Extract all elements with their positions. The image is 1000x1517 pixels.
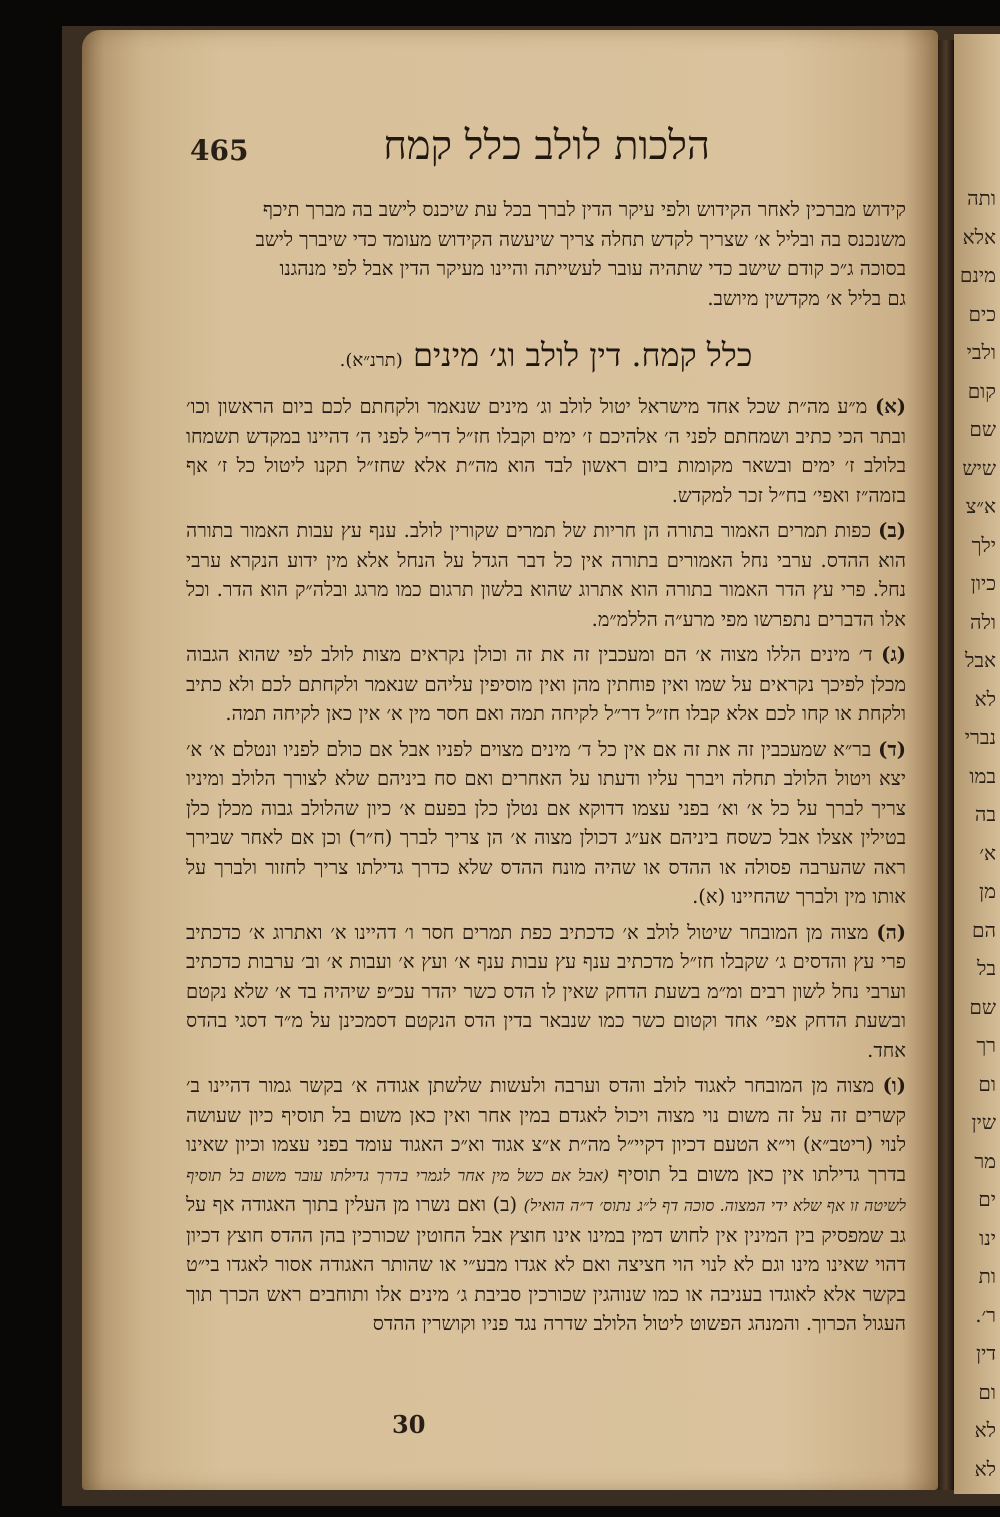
intro-line: משנכנס בה ובליל א׳ שצריך לקדש תחלה צריך שיעשה הקידוש מעומד כדי שיברך לישב [255,227,906,251]
next-page-text-fragment: שם [969,417,996,441]
next-page-text-fragment: שיש [962,455,996,480]
chapter-heading [186,336,906,374]
intro-text [186,195,906,313]
next-page-text-fragment: לא [974,1456,996,1481]
next-page-text-fragment: אלא [962,224,996,249]
next-page-text-fragment: ום [978,1071,996,1096]
intro-line: קידוש מברכין לאחר הקידוש ולפי עיקר הדין לברך בכל עת שיכנס לישב בה מברך תיכף [262,198,906,221]
book-gutter [938,40,954,1490]
next-page-text-fragment: דין [976,1341,996,1365]
paragraph-text: מצוה מן המובחר לאגוד לולב והדס וערבה ולעשות שלשתן אגודה א׳ בקשר גמור דהיינו ב׳ קשרים זה על זה משום נוי מצוה ויכול לאגדם במין אחר ואין כאן משום בל תוסיף כיון שעושה לנוי (ריטב״א) וי״א הטעם דכיון דקיי״ל מה״ת א״צ אגוד וא״כ האגוד עומד בפני עצמו וכיון שאינו בדרך גדילתו אין כאן משום בל תוסיף [186,1074,907,1186]
next-page-text-fragment: ולבי [966,340,996,364]
chapter-body [186,392,906,1345]
paragraph-text: בר״א שמעכבין זה את זה אם אין כל ד׳ מינים מצוים לפניו אבל אם כולם לפניו ונטלם א׳ א׳ יצא ויטול הלולב תחלה ויברך עליו ודעתו על האחרים ואם סח ביניהם שלא לצורך הלולב ומיניו צריך לברך על כל א׳ וא׳ בפני עצמו דדוקא אם נטלן כלן בפעם א׳ כיון שהלולב גבוה מכלן כלן בטילין אצלו אבל כשסח ביניהם אע״ג דכולן מצוה א׳ הן צריך לברך (ח״ר) וכן אם לאחר שבירך ראה שהערבה פסולה או ההדס או שהיה מונח ההדס שלא כדרך גדילתו צריך לחזור ולברך על אותו מין ולברך שהחיינו (א). [186,737,906,908]
next-page-text-fragment: מר [974,1148,996,1173]
paragraph-number: (ו) [882,1074,907,1097]
next-page-text-fragment: הם [972,917,996,942]
paragraph-text: ד׳ מינים הללו מצוה א׳ הם ומעכבין זה את זה וכולן נקראים מצות לולב לפי שהוא הגבוה מכלן לפיכך נקראים על שמו ואין פוחתין מהן ואין מוסיפין עליהם שנאמר ולקחתם לכם ולא כתיב ולקחת או קחו לכם אלא קבלו חז״ל דר״ל לקיחה תמה ואם חסר מין א׳ אין כאן לקיחה תמה. [186,643,906,725]
next-page-text-fragment: קום [967,378,996,403]
next-page-text-fragment: ים [978,1187,996,1211]
paragraph-number: (ד) [878,737,907,761]
next-page-text-fragment: כים [968,301,996,326]
next-page-text-fragment: מינם [959,263,996,287]
paragraph-number: (ה) [876,920,907,944]
paragraph-number: (ג) [881,643,906,666]
next-page-text-fragment: נברי [964,725,996,749]
page-number: 465 [190,134,249,167]
next-page-text-fragment: ילך [971,532,996,557]
next-page-text-fragment: שין [971,1110,996,1134]
next-page-text-fragment: ינו [979,1225,996,1250]
paragraph-continuation: (ב) ואם נשרו מן העלין בתוך האגודה אף על גב שמפסיק בין המינין אין לחוש דמין במינו אינו חוצץ אבל החוטין שכורכין בהן ההדס חוצץ דכיון דהוי שאינו מינו וגם לא לנוי הוי חציצה ואם לא אגדו מבע״י או שהותר האגודה אסור לאגדו בי״ט בקשר אלא לאוגדו בעניבה או כמו שנוהגין שכורכין סביבת ג׳ מינים אלו ותוחבים ראש הכרך תוך העגול הכרוך. והמנהג הפשוט ליטול הלולב שדרה נגד פניו וקושרין ההדס [186,1193,906,1335]
next-page-text-fragment: בל [977,956,996,980]
intro-line: בסוכה ג״כ קודם שישב כדי שתהיה עובר לעשייתה והיינו מעיקר הדין אבל לפי מנהגנו [279,257,906,280]
next-page-text-fragment: ולה [970,609,996,634]
intro-line: גם בליל א׳ מקדשין מיושב. [707,286,906,310]
paragraph [186,735,906,912]
next-page-text-fragment: ותה [967,186,996,210]
paragraph [186,1071,906,1339]
next-page-edge [954,34,1000,1494]
next-page-text-fragment: בה [974,802,996,826]
inline-note: (אבל אם כשל מין אחר לגמרי בדרך גדילתו עובר משום בל תוסיף לשיטה זו אף שלא ידי המצוה. סוכה דף ל״ג [186,1165,906,1215]
next-page-text-fragment: לא [974,686,996,711]
next-page-text-fragment: לא [974,1418,996,1442]
paragraph [186,516,906,634]
paragraph-text: מצוה מן המובחר שיטול לולב א׳ כדכתיב כפת תמרים חסר ו׳ דהיינו א׳ ואתרוג א׳ כדכתיב פרי עץ והדסים ג׳ שקבלו חז״ל מדכתיב ענף עץ עבות ענף א׳ ועץ א׳ ועבות א׳ וב׳ ערבות כדכתיב וערבי נחל לשון רבים ומ״מ בשעת הדחק שאין לו הדס כשר יהדר עכ״פ שיהיה בד א׳ שלא נקטם ובשעת הדחק אפי׳ אחד וקטום כשר כמו שנבאר בדין הדס הנקטם דסמכינן על מ״ד דסגי בהדס אחד. [186,920,906,1062]
page-header [190,122,710,182]
chapter-reference: (תרנ״א). [339,350,403,371]
next-page-text-fragment: במו [969,763,996,788]
chapter-title: כלל קמח. דין לולב וג׳ מינים [412,336,753,374]
next-page-text-fragment: א׳ [979,840,996,865]
next-page-text-fragment: ר׳. [975,1302,996,1327]
paragraph [186,918,906,1066]
paragraph [186,392,906,510]
next-page-text-fragment: א״צ [965,494,996,518]
paragraph-text: כפות תמרים האמור בתורה הן חריות של תמרים שקורין לולב. ענף עץ עבות האמור בתורה הוא ההדס. ערבי נחל האמורים בתורה אין כל דבר הגדל על הנחל אלא מין ידוע הנקרא ערבי נחל. פרי עץ הדר האמור בתורה הוא אתרוג שהוא בלשון תרגום כמו מרגג ובלה״ק הוא הדר. וכל אלו הדברים נתפרשו מפי מרע״ה הללמ״מ. [186,519,906,631]
next-page-text-fragment: שם [969,994,996,1019]
inline-note: נתוס׳ ד״ה הואיל) [523,1196,632,1215]
paragraph [186,640,906,729]
paragraph-number: (א) [875,395,906,418]
signature-mark: 30 [392,1410,426,1439]
next-page-text-fragment: ום [978,1379,996,1404]
running-title: הלכות לולב כלל קמח [383,123,710,169]
next-page-text-fragment: רך [976,1033,996,1057]
next-page-text-fragment: אבל [965,648,996,672]
next-page-text-fragment: כיון [970,571,996,595]
next-page-text-fragment: ות [978,1264,996,1288]
paragraph-text: מ״ע מה״ת שכל אחד מישראל יטול לולב וג׳ מינים שנאמר ולקחתם לכם ביום הראשון וכו׳ ובתר הכי כתיב ושמחתם לפני ה׳ אלהיכם ז׳ ימים וקבלו חז״ל דר״ל לפני ה׳ דהיינו במקדש תשמחו בלולב ז׳ ימים ובשאר מקומות ביום ראשון לבד הוא מה״ת אלא שחז״ל תקנו ליטול כל ז׳ אף בזמה״ז ואפי׳ בח״ל זכר למקדש. [186,395,906,507]
next-page-text-fragment: מן [979,879,996,903]
paragraph-number: (ב) [878,519,906,542]
